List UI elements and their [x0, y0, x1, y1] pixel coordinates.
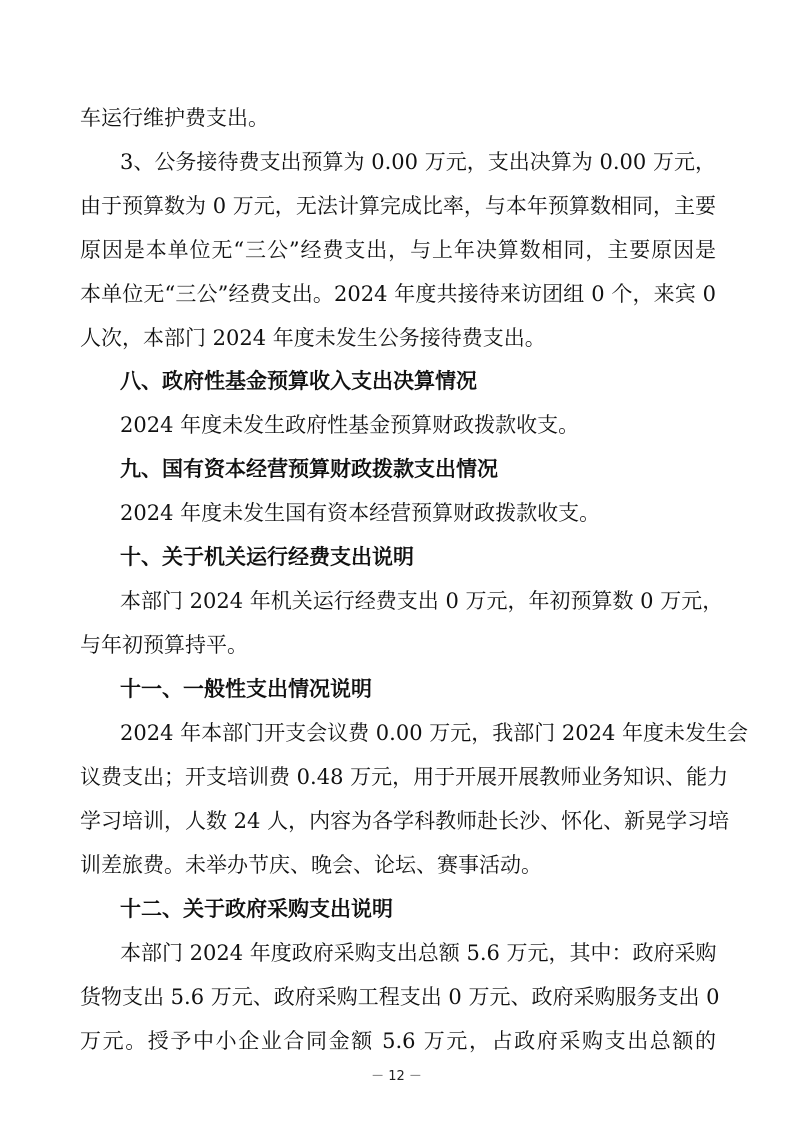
paragraph-line: 货物支出 5.6 万元、政府采购工程支出 0 万元、政府采购服务支出 0 [80, 985, 720, 1009]
paragraph-line: 本部门 2024 年度政府采购支出总额 5.6 万元，其中：政府采购 [120, 941, 717, 965]
section-heading: 八、政府性基金预算收入支出决算情况 [120, 369, 477, 393]
paragraph-line: 本单位无“三公”经费支出。2024 年度共接待来访团组 0 个，来宾 0 [80, 282, 716, 306]
paragraph-line: 原因是本单位无“三公”经费支出，与上年决算数相同，主要原因是 [80, 238, 716, 262]
page-number: － 12 － [371, 1069, 422, 1084]
section-heading: 九、国有资本经营预算财政拨款支出情况 [120, 457, 498, 481]
paragraph-line: 学习培训，人数 24 人，内容为各学科教师赴长沙、怀化、新晃学习培 [80, 809, 730, 833]
paragraph-line: 与年初预算持平。 [80, 633, 248, 657]
paragraph-line: 2024 年本部门开支会议费 0.00 万元，我部门 2024 年度未发生会 [120, 721, 749, 745]
paragraph-line: 车运行维护费支出。 [80, 106, 269, 130]
paragraph-line: 人次，本部门 2024 年度未发生公务接待费支出。 [80, 326, 546, 350]
paragraph-line: 3、公务接待费支出预算为 0.00 万元，支出决算为 0.00 万元， [120, 150, 716, 174]
section-heading: 十、关于机关运行经费支出说明 [120, 545, 414, 569]
section-heading: 十二、关于政府采购支出说明 [120, 897, 393, 921]
section-heading: 十一、一般性支出情况说明 [120, 677, 372, 701]
paragraph-line: 2024 年度未发生政府性基金预算财政拨款收支。 [120, 413, 580, 437]
paragraph-line: 训差旅费。未举办节庆、晚会、论坛、赛事活动。 [80, 853, 542, 877]
paragraph-line: 本部门 2024 年机关运行经费支出 0 万元，年初预算数 0 万元， [120, 589, 724, 613]
paragraph-line: 由于预算数为 0 万元，无法计算完成比率，与本年预算数相同，主要 [80, 194, 716, 218]
paragraph-line: 议费支出；开支培训费 0.48 万元，用于开展开展教师业务知识、能力 [80, 765, 729, 789]
paragraph-line: 万元。授予中小企业合同金额 5.6 万元，占政府采购支出总额的 [80, 1029, 716, 1053]
paragraph-line: 2024 年度未发生国有资本经营预算财政拨款收支。 [120, 501, 601, 525]
